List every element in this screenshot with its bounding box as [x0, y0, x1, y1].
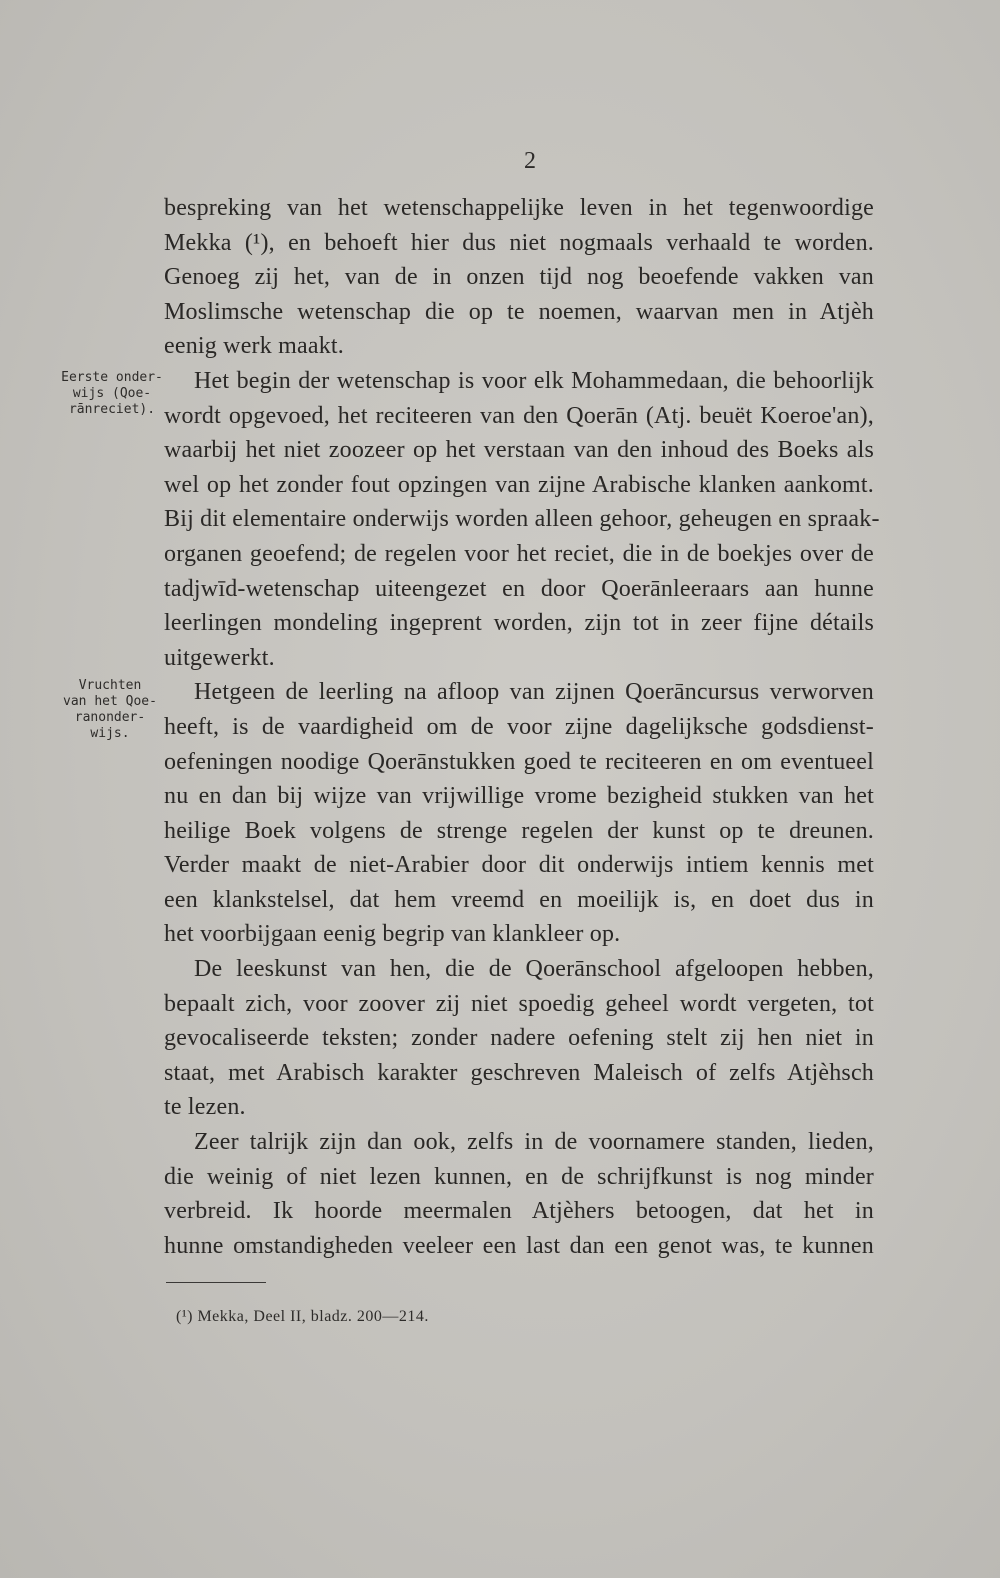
- text-line: Zeer talrijk zijn dan ook, zelfs in de voornamere standen, lieden,: [194, 1129, 874, 1156]
- text-line: Bij dit elementaire onderwijs worden alleen gehoor, geheugen en spraak-: [164, 506, 880, 533]
- margin-note-line: wijs (Qoe-: [72, 386, 152, 401]
- text-line: tadjwīd-wetenschap uiteengezet en door Qoerānleeraars aan hunne: [164, 575, 874, 602]
- text-line: hunne omstandigheden veeleer een last dan een genot was, te kunnen: [164, 1232, 874, 1259]
- text-line: die weinig of niet lezen kunnen, en de schrijfkunst is nog minder: [164, 1163, 874, 1190]
- body-text: [164, 191, 880, 1263]
- margin-note-eerste-onderwijs: [58, 370, 166, 418]
- text-line: een klankstelsel, dat hem vreemd en moeilijk is, en doet dus in: [164, 886, 874, 913]
- text-line: De leeskunst van hen, die de Qoerānschool afgeloopen hebben,: [194, 956, 874, 983]
- footnote-divider: [166, 1282, 266, 1283]
- margin-note-line: rānreciet).: [68, 402, 156, 417]
- text-line: waarbij het niet zoozeer op het verstaan van den inhoud des Boeks als: [164, 437, 874, 464]
- text-line: heeft, is de vaardigheid om de voor zijne dagelijksche godsdienst-: [164, 713, 874, 740]
- margin-note-vruchten: [56, 678, 164, 742]
- page-number: 2: [524, 148, 536, 174]
- text-line: Hetgeen de leerling na afloop van zijnen Qoerāncursus verworven: [194, 679, 874, 706]
- text-line: het voorbijgaan eenig begrip van klankleer op.: [164, 921, 621, 948]
- margin-note-line: van het Qoe-: [63, 694, 157, 709]
- margin-note-line: Vruchten: [78, 678, 142, 693]
- text-line: bepaalt zich, voor zoover zij niet spoedig geheel wordt vergeten, tot: [164, 990, 874, 1017]
- text-line: Verder maakt de niet-Arabier door dit onderwijs intiem kennis met: [164, 852, 874, 879]
- margin-note-line: ranonder-: [74, 710, 146, 725]
- text-line: staat, met Arabisch karakter geschreven Maleisch of zelfs Atjèhsch: [164, 1059, 874, 1086]
- text-line: Het begin der wetenschap is voor elk Mohammedaan, die behoorlijk: [194, 367, 874, 394]
- text-line: oefeningen noodige Qoerānstukken goed te reciteeren en om eventueel: [164, 748, 874, 775]
- text-line: organen geoefend; de regelen voor het reciet, die in de boekjes over de: [164, 540, 874, 567]
- margin-note-line: wijs.: [90, 726, 130, 741]
- text-line: te lezen.: [164, 1094, 246, 1121]
- text-line: eenig werk maakt.: [164, 333, 344, 360]
- text-line: heilige Boek volgens de strenge regelen der kunst op te dreunen.: [164, 817, 874, 844]
- footnote: (¹) Mekka, Deel II, bladz. 200—214.: [176, 1308, 429, 1325]
- text-line: verbreid. Ik hoorde meermalen Atjèhers betoogen, dat het in: [164, 1198, 874, 1225]
- text-line: wordt opgevoed, het reciteeren van den Qoerān (Atj. beuët Koeroe'an),: [164, 402, 874, 429]
- text-line: gevocaliseerde teksten; zonder nadere oefening stelt zij hen niet in: [164, 1025, 874, 1052]
- text-line: Moslimsche wetenschap die op te noemen, waarvan men in Atjèh: [164, 298, 874, 325]
- text-line: Mekka (¹), en behoeft hier dus niet nogmaals verhaald te worden.: [164, 229, 874, 256]
- text-line: leerlingen mondeling ingeprent worden, zijn tot in zeer fijne détails: [164, 610, 874, 637]
- margin-note-line: Eerste onder-: [61, 370, 163, 385]
- text-line: wel op het zonder fout opzingen van zijne Arabische klanken aankomt.: [164, 471, 874, 498]
- text-line: uitgewerkt.: [164, 644, 275, 671]
- text-line: bespreking van het wetenschappelijke leven in het tegenwoordige: [164, 195, 874, 221]
- text-line: nu en dan bij wijze van vrijwillige vrome bezigheid stukken van het: [164, 783, 874, 810]
- text-line: Genoeg zij het, van de in onzen tijd nog beoefende vakken van: [164, 264, 874, 291]
